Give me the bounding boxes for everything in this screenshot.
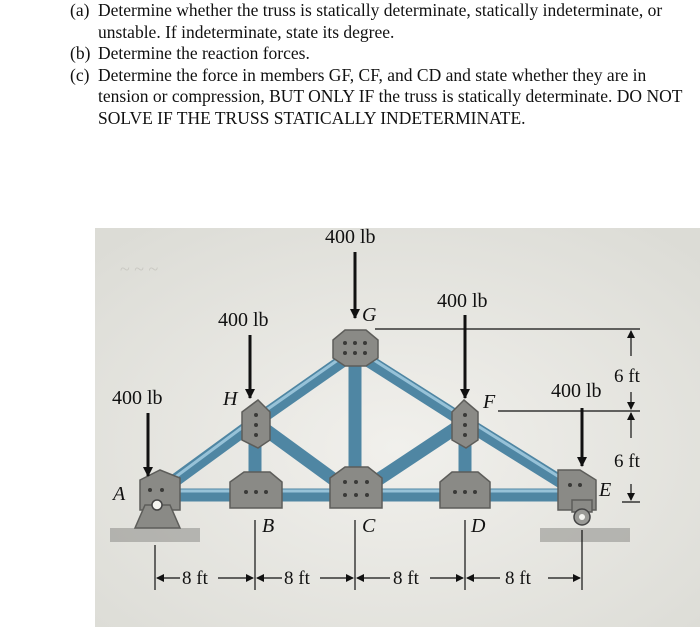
ground-right <box>540 528 630 542</box>
load-label-G: 400 lb <box>325 226 376 248</box>
node-label-A: A <box>113 483 126 505</box>
load-label-E: 400 lb <box>551 380 602 402</box>
question-b-tag: (b) <box>70 43 91 63</box>
node-label-F: F <box>483 391 496 413</box>
height-label-1: 6 ft <box>614 366 640 387</box>
node-label-D: D <box>471 515 486 537</box>
gusset-G <box>333 330 378 366</box>
node-label-G: G <box>362 304 377 326</box>
gusset-C <box>330 467 382 508</box>
question-c-text: Determine the force in members GF, CF, and CD and state whether they are in tension or compression, BUT ONLY IF the truss is statically determinate. DO NOT SOLVE IF THE TRUSS STATICALLY INDETERMINATE. <box>98 64 683 128</box>
node-label-C: C <box>362 515 376 537</box>
question-c-tag: (c) <box>70 64 90 85</box>
height-label-2: 6 ft <box>614 451 640 472</box>
roller-support-E <box>572 500 592 525</box>
span-label-3: 8 ft <box>393 568 419 589</box>
node-label-H: H <box>223 388 238 410</box>
node-label-E: E <box>599 479 612 501</box>
load-label-A: 400 lb <box>112 387 163 409</box>
load-label-F: 400 lb <box>437 290 488 312</box>
ground-left <box>110 528 200 542</box>
bleed-through-text: ~ ~ ~ <box>120 259 159 279</box>
node-label-B: B <box>262 515 275 537</box>
question-b-text: Determine the reaction forces. <box>98 43 310 63</box>
span-label-4: 8 ft <box>505 568 531 589</box>
question-a-tag: (a) <box>70 0 90 20</box>
span-label-1: 8 ft <box>182 568 208 589</box>
load-label-H: 400 lb <box>218 309 269 331</box>
question-a-text: Determine whether the truss is statically determinate, statically indeterminate, or unstable. If indeterminate, state its degree. <box>98 0 663 42</box>
span-label-2: 8 ft <box>284 568 310 589</box>
